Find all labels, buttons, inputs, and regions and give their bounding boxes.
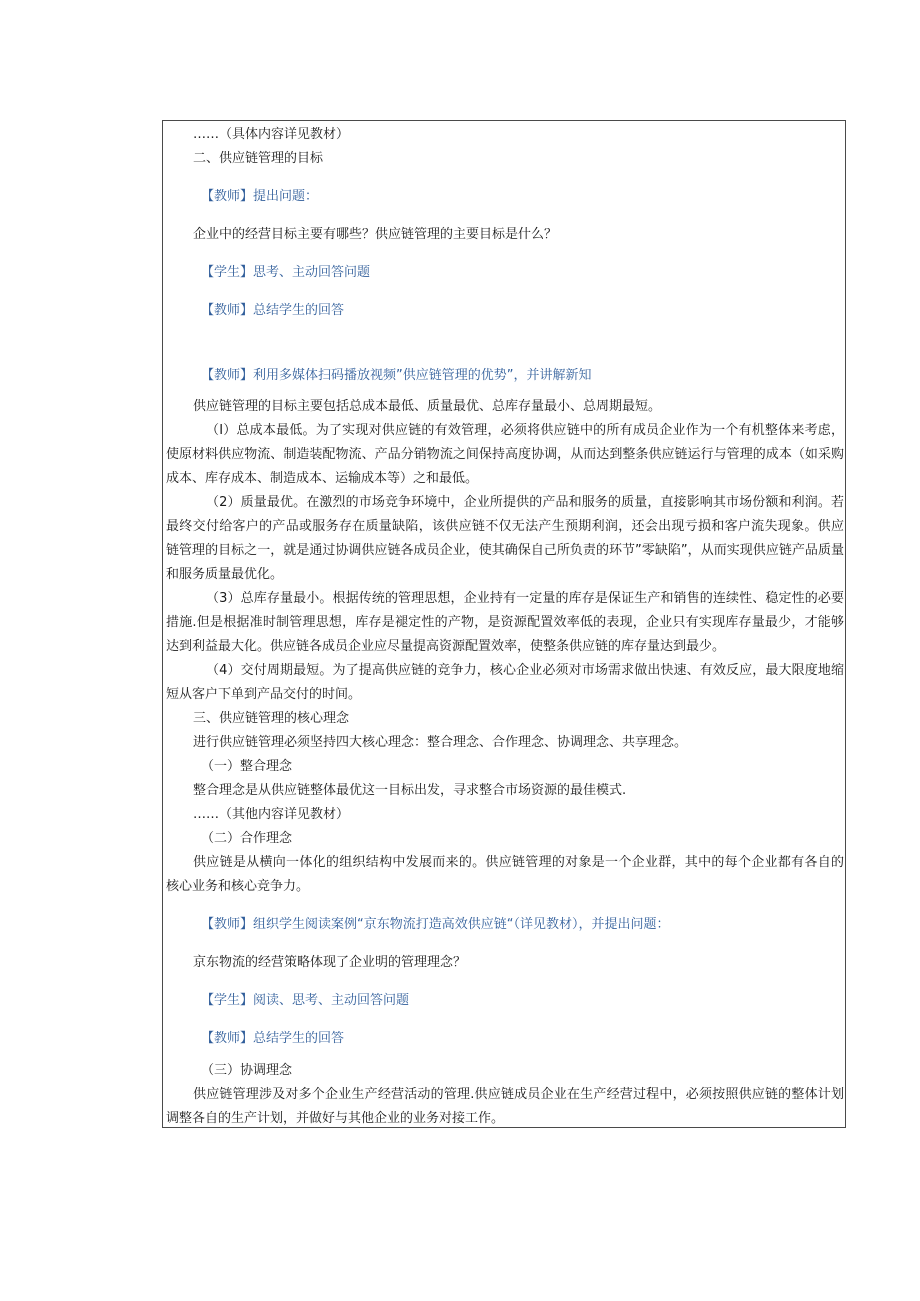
teacher-note: 【教师】组织学生阅读案例“京东物流打造高效供应链“（详见教材），并提出问题： <box>201 917 670 932</box>
section-heading: 三、供应链管理的核心理念 <box>193 711 350 726</box>
text-line: 最终交付给客户的产品或服务存在质量缺陷，该供应链不仅无法产生预期利润，还会出现亏损和客户流失现象。供应 <box>166 519 844 534</box>
student-note: 【学生】思考、主动回答问题 <box>201 265 371 280</box>
question-line: 京东物流的经营策略体现了企业明的管理理念？ <box>193 955 467 970</box>
text-line: 供应链管理的目标主要包括总成本最低、质量最优、总库存量最小、总周期最短。 <box>193 399 662 414</box>
text-line: 调整各自的生产计划，并做好与其他企业的业务对接工作。 <box>166 1111 505 1126</box>
subsection-heading: （一）整合理念 <box>201 759 293 774</box>
text-line: 措施.但是根据准时制管理思想，库存是褪定性的产物，是资源配置效率低的表现，企业只有实现库存量最少，才能够 <box>166 615 844 630</box>
student-note: 【学生】阅读、思考、主动回答问题 <box>201 993 410 1008</box>
subsection-heading: （二）合作理念 <box>201 831 293 846</box>
teacher-note: 【教师】总结学生的回答 <box>201 1031 345 1046</box>
text-line: 和服务质量最优化。 <box>166 567 284 582</box>
text-line: 核心业务和核心竞争力。 <box>166 879 310 894</box>
text-line: （2）质量最优。在激烈的市场竞争环境中，企业所提供的产品和服务的质量，直接影响其市场份额和利润。若 <box>206 495 844 510</box>
text-line: 供应链是从横向一体化的组织结构中发展而来的。供应链管理的对象是一个企业群，其中的每个企业都有各自的 <box>193 855 844 870</box>
question-line: 企业中的经营目标主要有哪些？供应链管理的主要目标是什么？ <box>193 227 558 242</box>
text-line: 整合理念是从供应链整体最优这一目标出发，寻求整合市场资源的最佳模式. <box>193 783 627 798</box>
teacher-note: 【教师】总结学生的回答 <box>201 303 345 318</box>
section-heading: 二、供应链管理的目标 <box>193 151 324 166</box>
text-line: （4）交付周期最短。为了提高供应链的竞争力，核心企业必须对市场需求做出快速、有效反应，最大限度地缩 <box>206 663 844 678</box>
text-line: 进行供应链管理必须坚持四大核心理念：整合理念、合作理念、协调理念、共享理念。 <box>193 735 688 750</box>
text-line: 链管理的目标之一，就是通过协调供应链各成员企业，使其确保自己所负责的环节”零缺陷”，从而实现供应链产品质量 <box>166 543 844 558</box>
text-line: （3）总库存量最小。根据传统的管理思想，企业持有一定量的库存是保证生产和销售的连续性、稳定性的必要 <box>206 591 844 606</box>
text-line: 使原材料供应物流、制造装配物流、产品分销物流之间保持高度协调，从而达到整条供应链运行与管理的成本（如采购 <box>166 447 844 462</box>
content-frame <box>162 120 846 1128</box>
teacher-note: 【教师】提出问题： <box>201 189 319 204</box>
teacher-note: 【教师】利用多媒体扫码播放视频”供应链管理的优势”，并讲解新知 <box>201 368 592 383</box>
text-line: 成本、库存成本、制造成本、运输成本等）之和最低。 <box>166 471 479 486</box>
text-line: 短从客户下单到产品交付的时间。 <box>166 687 362 702</box>
text-line: ……（其他内容详见教材） <box>193 807 350 822</box>
text-line: 供应链管理涉及对多个企业生产经营活动的管理.供应链成员企业在生产经营过程中，必须按照供应链的整体计划 <box>193 1087 844 1102</box>
text-line: 达到利益最大化。供应链各成员企业应尽量提高资源配置效率，使整条供应链的库存量达到最少。 <box>166 639 726 654</box>
text-line: ……（具体内容详见教材） <box>193 127 350 142</box>
text-line: （I）总成本最低。为了实现对供应链的有效管理，必须将供应链中的所有成员企业作为一个有机整体来考虑， <box>206 423 844 438</box>
subsection-heading: （三）协调理念 <box>201 1063 293 1078</box>
